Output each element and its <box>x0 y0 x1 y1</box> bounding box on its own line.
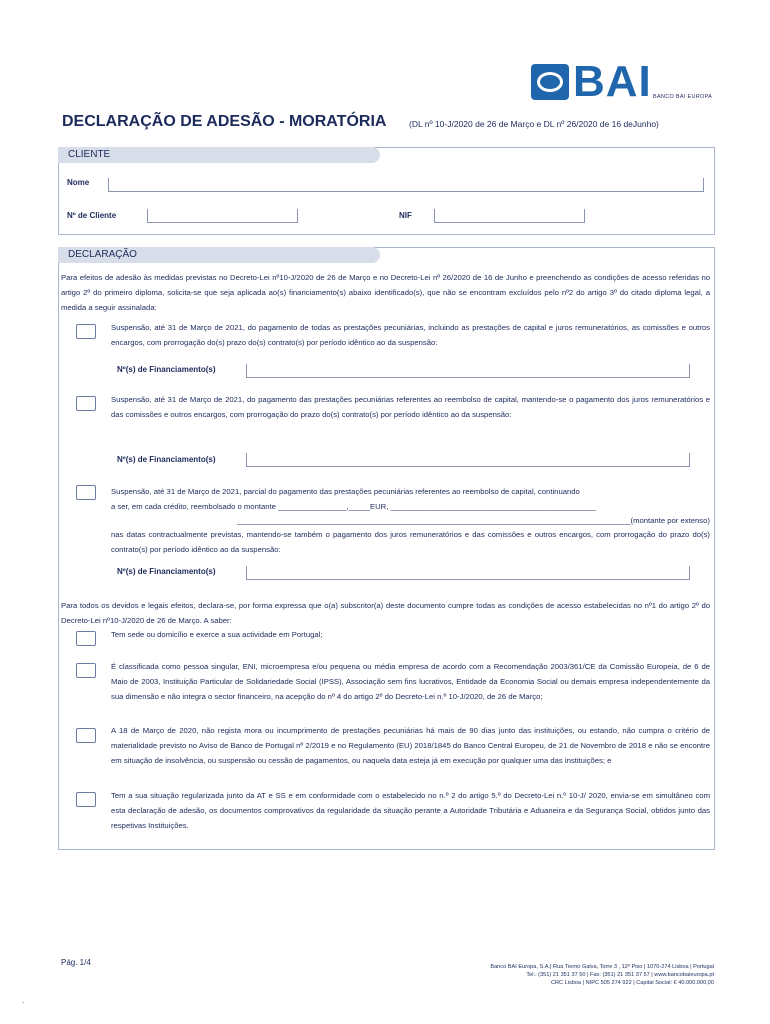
option-3-text-line4: nas datas contractualmente previstas, mantendo-se também o pagamento dos juros remuneratórios e das comissões e outros encargos, com prorrogação do prazo do(s) contrato(s) por período idêntico ao da suspensão: <box>111 530 710 554</box>
cliente-section-tab: CLIENTE <box>58 147 380 163</box>
option-2-checkbox[interactable] <box>76 396 96 411</box>
numero-cliente-field[interactable] <box>147 209 298 223</box>
condition-1-checkbox[interactable] <box>76 631 96 646</box>
bank-logo-text: BAI <box>573 57 652 106</box>
option-3-financiamento-field[interactable] <box>246 566 690 580</box>
option-1-financiamento-label: Nº(s) de Financiamento(s) <box>117 365 216 374</box>
page-title: DECLARAÇÃO DE ADESÃO - MORATÓRIA <box>62 113 387 130</box>
page-subtitle: (DL nº 10-J/2020 de 26 de Março e DL nº 26/2020 de 16 deJunho) <box>409 119 659 129</box>
footer-line-3: CRC Lisboa | NIPC 505 274 922 | Capital Social: € 40.000.000,00 <box>550 980 714 986</box>
condition-4-checkbox[interactable] <box>76 792 96 807</box>
option-3-financiamento-label: Nº(s) de Financiamento(s) <box>117 567 216 576</box>
condition-3-checkbox[interactable] <box>76 728 96 743</box>
footer-mark: . <box>22 996 25 1005</box>
condition-4-text: Tem a sua situação regularizada junto da AT e SS e em conformidade com o estabelecido no n.º 2 do artigo 5.º do Decreto-Lei n.º 10-J/ 2020, envia-se em simultâneo com esta declaração de adesão, os documentos comprovativos da regularidade da situação perante a Autoridade Tributária e Aduaneira e da Segurança Social, obtidos junto das respetivas Instituições. <box>111 791 710 830</box>
nif-field[interactable] <box>434 209 585 223</box>
nome-label: Nome <box>67 178 90 187</box>
option-3-text-line1: Suspensão, até 31 de Março de 2021, parcial do pagamento das prestações pecuniárias referentes ao reembolso de capital, continuando <box>111 487 580 496</box>
bank-logo-subtitle: BANCO BAI EUROPA <box>653 94 713 100</box>
condition-3-text: A 18 de Março de 2020, não regista mora ou incumprimento de prestações pecuniárias há mais de 90 dias junto das instituições, ou estando, não cumpra o critério de materialidade previsto no Aviso de Banco de Portugal nº 2/2019 e no Regulamento (EU) 2018/1845 do Banco Central Europeu, de 21 de Novembro de 2018 e não se encontre em situação de insolvência, ou suspensão ou cessão de pagamentos, ou naquela data esteja já em execução por qualquer uma das instituições; e <box>111 726 710 765</box>
footer-line-2: Tel.: (351) 21 351 37 50 | Fax: (351) 21 351 37 57 | www.bancobaieuropa.pt <box>526 972 714 978</box>
option-2-financiamento-label: Nº(s) de Financiamento(s) <box>117 455 216 464</box>
bank-logo-mark <box>531 64 569 100</box>
nome-field[interactable] <box>108 178 704 192</box>
option-2-financiamento-field[interactable] <box>246 453 690 467</box>
condition-2-checkbox[interactable] <box>76 663 96 678</box>
option-1-checkbox[interactable] <box>76 324 96 339</box>
declara-intro: Para todos os devidos e legais efeitos, declara-se, por forma expressa que o(a) subscritor(a) deste documento cumpre todas as condições de acesso estabelecidas no nº1 do artigo 2º do Decreto-Lei nº10-J/2020 de 26 de Março. A saber: <box>61 601 710 625</box>
option-2-text: Suspensão, até 31 de Março de 2021, do pagamento das prestações pecuniárias referentes ao reembolso de capital, mantendo-se o pagamento dos juros remuneratórios e das comissões e outros encargos, com prorrogação do prazo do(s) contrato(s) por período idêntico ao da suspensão: <box>111 395 710 419</box>
numero-cliente-label: Nº de Cliente <box>67 211 117 220</box>
nif-label: NIF <box>399 211 412 220</box>
option-3-text-line3: ____________________________________________________________________________________________(montante por extenso) <box>237 516 710 525</box>
option-3-text-line2: a ser, em cada crédito, reembolsado o montante ________________,_____EUR, ________________________________________________ <box>111 502 596 511</box>
declaracao-intro: Para efeitos de adesão às medidas previstas no Decreto-Lei nº10-J/2020 de 26 de Março e no Decreto-Lei nº 26/2020 de 16 de Junho e preenchendo as condições de acesso referidas no artigo 2º do primeiro diploma, solicita-se que seja aplicada ao(s) financiamento(s) abaixo identificado(s), que não se encontram excluídos pelo nº2 do artigo 3º do citado diploma legal, a medida a seguir assinalada: <box>61 273 710 312</box>
footer-line-1: Banco BAI Europa, S.A.| Rua Tierno Galva, Torre 3 , 12º Piso | 1070-274 Lisboa | Portugal <box>490 964 714 970</box>
footer-company-info <box>490 963 714 987</box>
option-1-text: Suspensão, até 31 de Março de 2021, do pagamento de todas as prestações pecuniárias, incluindo as prestações de capital e juros remuneratórios, as comissões e outros encargos, com prorrogação do(s) prazo do(s) contrato(s) por período idêntico ao da suspensão: <box>111 323 710 347</box>
condition-2-text: É classificada como pessoa singular, ENI, microempresa e/ou pequena ou média empresa de acordo com a Recomendação 2003/361/CE da Comissão Europeia, de 6 de Maio de 2003, Instituição Particular de Solidariedade Social (IPSS), Associação sem fins lucrativos, Entidade da Economia Social ou demais empresa independentemente da sua dimensão e não integra o sector financeiro, na acepção do nº 4 do artigo 2º do Decreto-Lei n.º 10-J/2020, de 26 de Março; <box>111 662 710 701</box>
option-1-financiamento-field[interactable] <box>246 364 690 378</box>
declaracao-section-tab: DECLARAÇÃO <box>58 247 380 263</box>
option-3-checkbox[interactable] <box>76 485 96 500</box>
page-number: Pág. 1/4 <box>61 958 91 967</box>
condition-1-text: Tem sede ou domicílio e exerce a sua actividade em Portugal; <box>111 630 323 639</box>
